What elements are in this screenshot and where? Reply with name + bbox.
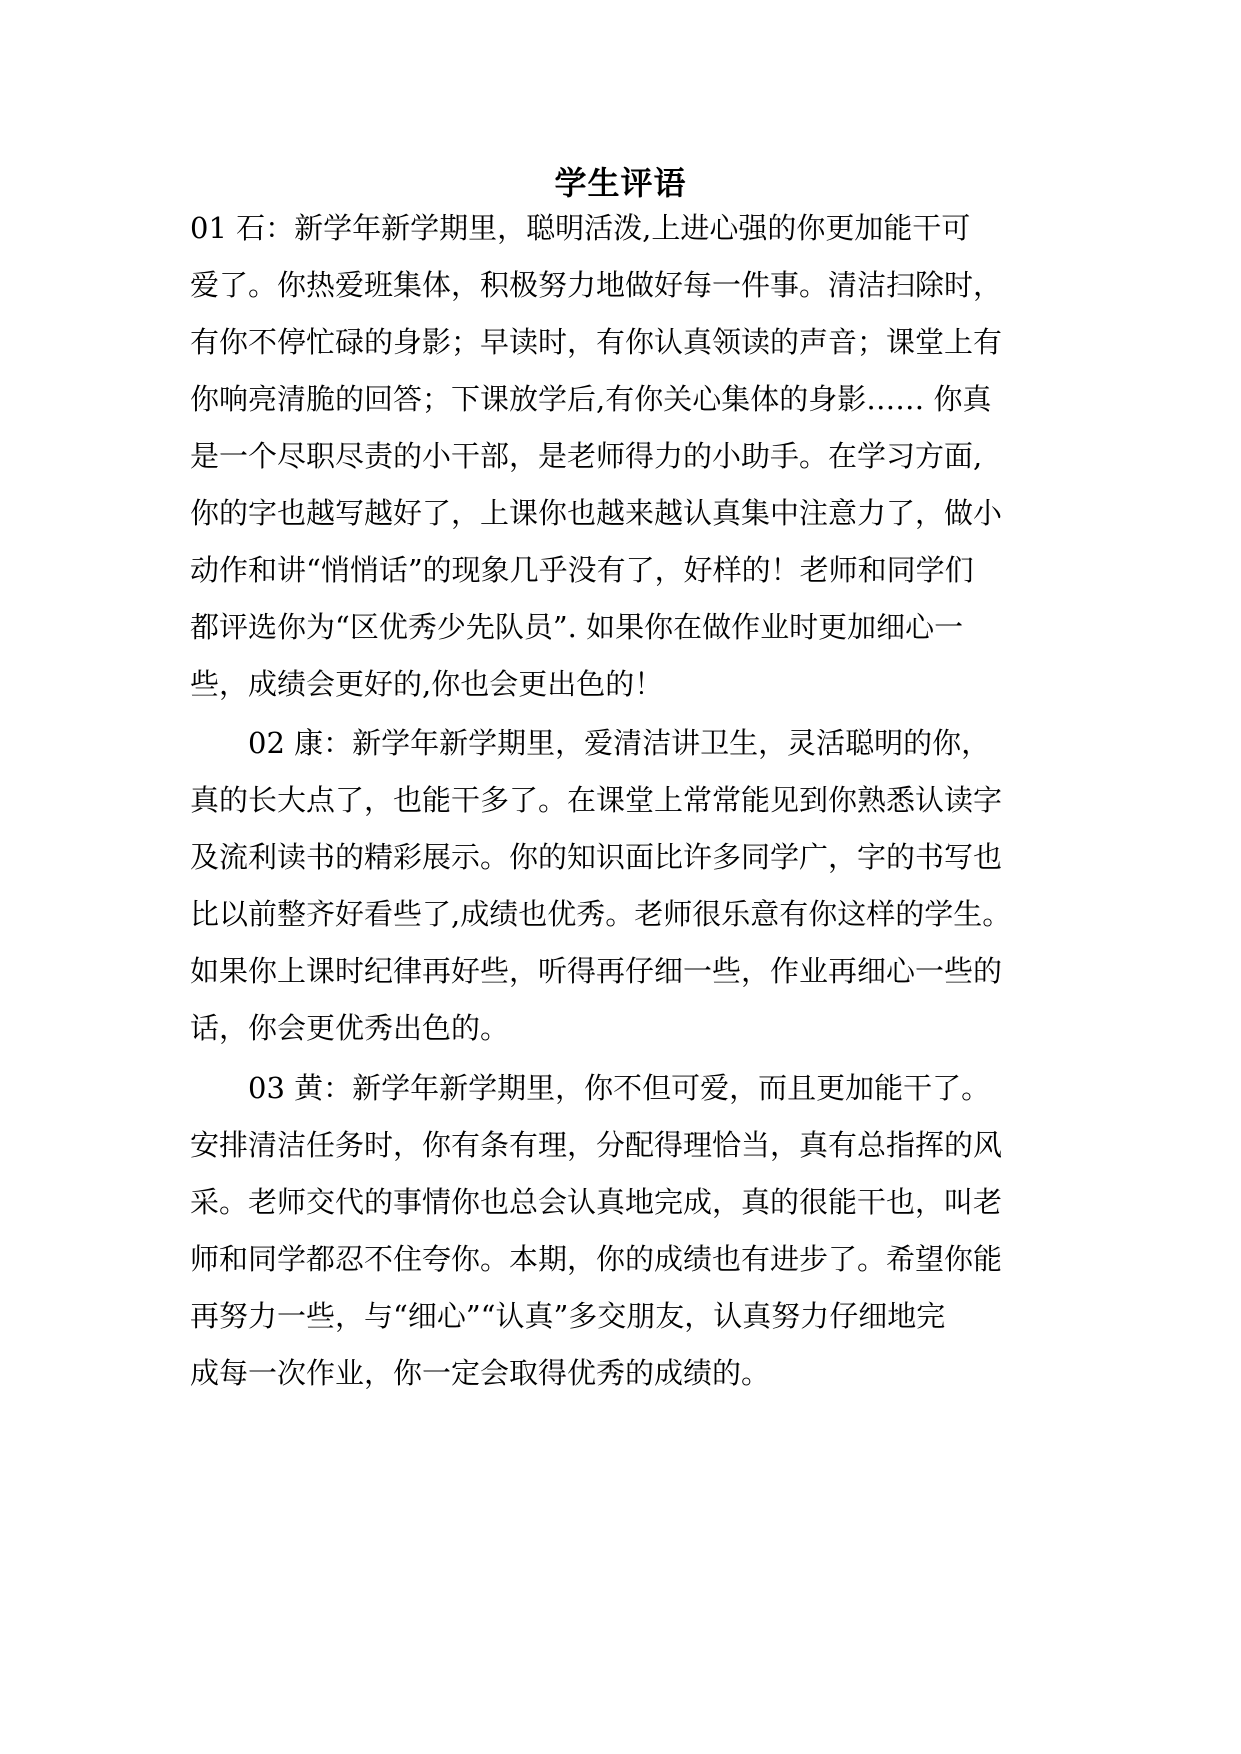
paragraph-3-line-3: 采。老师交代的事情你也总会认真地完成，真的很能干也，叫老 [190, 1185, 1003, 1219]
paragraph-1-line-7: 动作和讲“悄悄话”的现象几乎没有了，好样的！老师和同学们 [190, 553, 974, 587]
paragraph-1-line-2: 爱了。你热爱班集体，积极努力地做好每一件事。清洁扫除时， [190, 268, 1003, 302]
paragraph-3-line-2: 安排清洁任务时，你有条有理，分配得理恰当，真有总指挥的风 [190, 1128, 1003, 1162]
paragraph-1-line-5: 是一个尽职尽责的小干部，是老师得力的小助手。在学习方面, [190, 439, 983, 473]
paragraph-2-line-5: 如果你上课时纪律再好些，听得再仔细一些，作业再细心一些的 [190, 954, 1003, 988]
paragraph-2-line-2: 真的长大点了，也能干多了。在课堂上常常能见到你熟悉认读字 [190, 783, 1003, 817]
document-title: 学生评语 [554, 164, 687, 202]
paragraph-1-line-4: 你响亮清脆的回答；下课放学后,有你关心集体的身影…… 你真 [190, 382, 992, 416]
paragraph-2-line-6: 话，你会更优秀出色的。 [190, 1011, 510, 1045]
paragraph-2-line-4: 比以前整齐好看些了,成绩也优秀。老师很乐意有你这样的学生。 [190, 897, 1012, 931]
paragraph-1-line-1: 01 石：新学年新学期里，聪明活泼,上进心强的你更加能干可 [190, 211, 971, 245]
paragraph-3-line-1: 03 黄：新学年新学期里，你不但可爱，而且更加能干了。 [248, 1071, 991, 1105]
paragraph-3-line-4: 师和同学都忍不住夸你。本期，你的成绩也有进步了。希望你能 [190, 1242, 1003, 1276]
paragraph-2-line-1: 02 康：新学年新学期里，爱清洁讲卫生，灵活聪明的你， [248, 726, 991, 760]
paragraph-1-line-8: 都评选你为“区优秀少先队员”. 如果你在做作业时更加细心一 [190, 610, 964, 644]
paragraph-1-line-9: 些，成绩会更好的,你也会更出色的！ [190, 667, 664, 701]
paragraph-3-line-6: 成每一次作业，你一定会取得优秀的成绩的。 [190, 1356, 771, 1390]
paragraph-2-line-3: 及流利读书的精彩展示。你的知识面比许多同学广，字的书写也 [190, 840, 1003, 874]
paragraph-3-line-5: 再努力一些，与“细心”“认真”多交朋友，认真努力仔细地完 [190, 1299, 946, 1333]
paragraph-1-line-6: 你的字也越写越好了，上课你也越来越认真集中注意力了，做小 [190, 496, 1003, 530]
paragraph-1-line-3: 有你不停忙碌的身影；早读时，有你认真领读的声音；课堂上有 [190, 325, 1003, 359]
